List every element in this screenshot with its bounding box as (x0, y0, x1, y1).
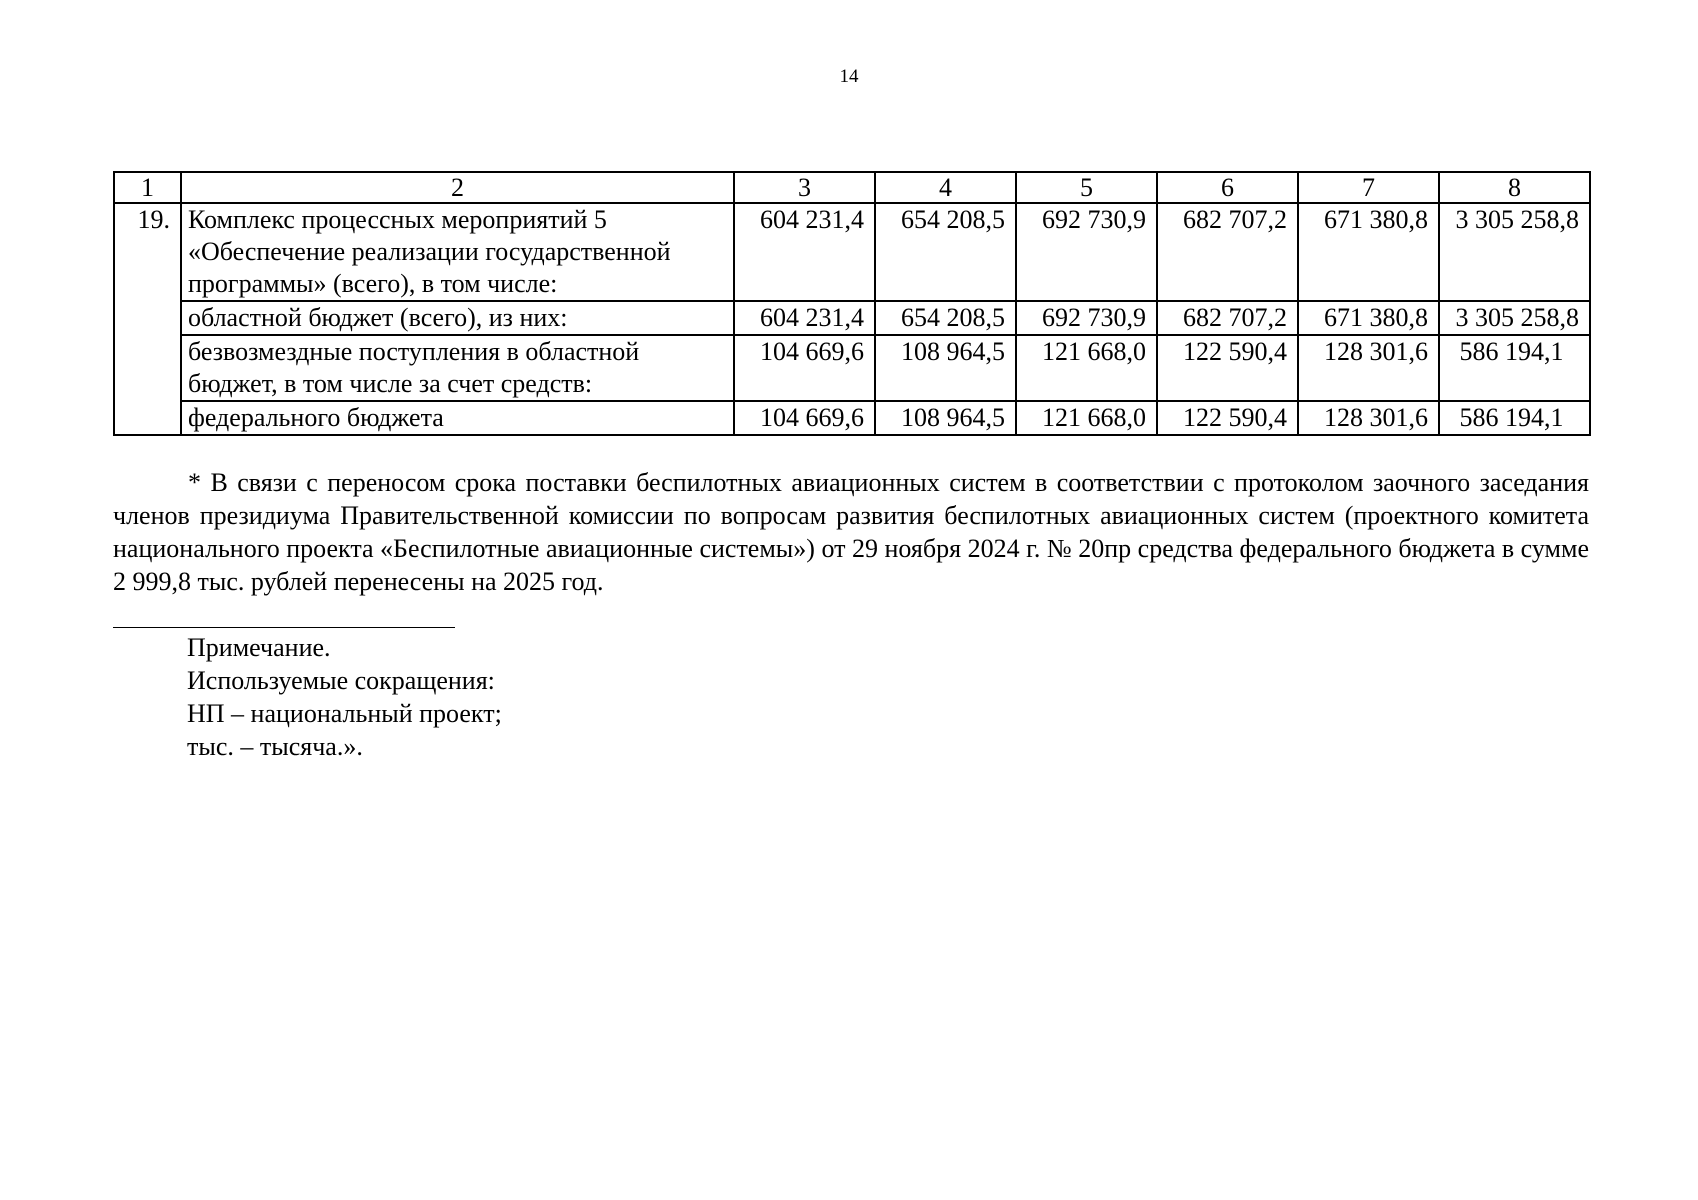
header-cell: 6 (1157, 172, 1298, 203)
value-cell: 104 669,6 (734, 401, 875, 435)
row-label-cell: областной бюджет (всего), из них: (181, 301, 734, 335)
value-cell: 122 590,4 (1157, 401, 1298, 435)
budget-table (113, 171, 1591, 436)
value-cell: 108 964,5 (875, 335, 1016, 401)
value-cell: 604 231,4 (734, 301, 875, 335)
value-cell: 586 194,1 (1439, 401, 1590, 435)
value-cell: 3 305 258,8 (1439, 203, 1590, 301)
notes-item: НП – национальный проект; (187, 699, 502, 728)
footnote-paragraph: * В связи с переносом срока поставки беспилотных авиационных систем в соответствии с протоколом заочного заседания членов президиума Правительственной комиссии по вопросам развития беспилотных авиационных систем (проектного комитета национального проекта «Беспилотные авиационные системы») от 29 ноября 2024 г. № 20пр средства федерального бюджета в сумме 2 999,8 тыс. рублей перенесены на 2025 год. (113, 468, 1589, 596)
header-cell: 1 (114, 172, 181, 203)
header-cell: 8 (1439, 172, 1590, 203)
value-cell: 3 305 258,8 (1439, 301, 1590, 335)
header-cell: 3 (734, 172, 875, 203)
notes-separator-line (113, 627, 455, 628)
notes-subtitle: Используемые сокращения: (187, 666, 495, 695)
table-header-row (114, 172, 1590, 203)
row-label-cell: Комплекс процессных мероприятий 5 «Обеспечение реализации государственной программы» (всего), в том числе: (181, 203, 734, 301)
value-cell: 654 208,5 (875, 203, 1016, 301)
notes-item: тыс. – тысяча.». (187, 732, 363, 761)
header-cell: 4 (875, 172, 1016, 203)
value-cell: 128 301,6 (1298, 401, 1439, 435)
notes-title: Примечание. (187, 633, 331, 662)
value-cell: 682 707,2 (1157, 203, 1298, 301)
header-cell: 5 (1016, 172, 1157, 203)
value-cell: 128 301,6 (1298, 335, 1439, 401)
value-cell: 121 668,0 (1016, 401, 1157, 435)
value-cell: 604 231,4 (734, 203, 875, 301)
value-cell: 671 380,8 (1298, 203, 1439, 301)
budget-table-container (113, 171, 1589, 436)
value-cell: 121 668,0 (1016, 335, 1157, 401)
value-cell: 108 964,5 (875, 401, 1016, 435)
row-label-cell: федерального бюджета (181, 401, 734, 435)
value-cell: 671 380,8 (1298, 301, 1439, 335)
row-label-cell: безвозмездные поступления в областной бюджет, в том числе за счет средств: (181, 335, 734, 401)
value-cell: 692 730,9 (1016, 301, 1157, 335)
value-cell: 104 669,6 (734, 335, 875, 401)
value-cell: 586 194,1 (1439, 335, 1590, 401)
table-row (114, 335, 1590, 401)
value-cell: 682 707,2 (1157, 301, 1298, 335)
header-cell: 2 (181, 172, 734, 203)
value-cell: 692 730,9 (1016, 203, 1157, 301)
header-cell: 7 (1298, 172, 1439, 203)
value-cell: 654 208,5 (875, 301, 1016, 335)
value-cell: 122 590,4 (1157, 335, 1298, 401)
table-row (114, 203, 1590, 301)
notes-block (187, 631, 502, 763)
table-row (114, 301, 1590, 335)
page-number: 14 (839, 66, 859, 87)
row-index-cell: 19. (114, 203, 181, 435)
table-row (114, 401, 1590, 435)
